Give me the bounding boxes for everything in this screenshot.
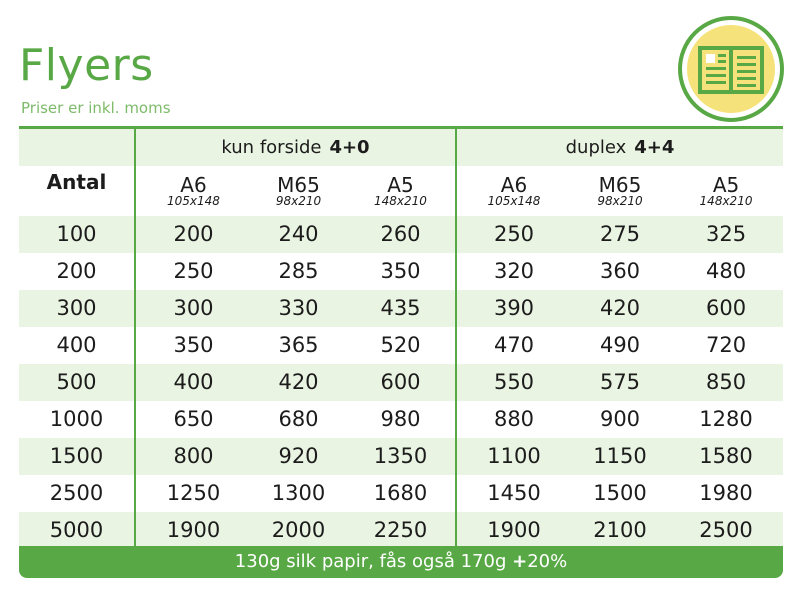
price-cell: 260 [380, 222, 421, 246]
price-cell: 200 [135, 216, 251, 253]
price-cell: 1300 [271, 481, 326, 505]
price-cell: 470 [456, 327, 571, 364]
price-cell: 1900 [135, 512, 251, 549]
group-header-row [19, 128, 783, 166]
price-cell: 420 [278, 370, 319, 394]
table-row [19, 253, 783, 290]
table-row [19, 327, 783, 364]
price-cell: 2100 [593, 518, 647, 542]
price-cell: 360 [599, 259, 641, 283]
price-cell: 880 [456, 401, 571, 438]
quantity-cell: 5000 [49, 518, 104, 542]
quantity-cell: 300 [56, 296, 97, 320]
quantity-cell: 400 [56, 333, 97, 357]
format-header: M65 98x210 [597, 173, 643, 208]
price-cell: 435 [380, 296, 421, 320]
price-cell: 575 [599, 370, 641, 394]
price-cell: 490 [599, 333, 641, 357]
price-cell: 850 [705, 370, 747, 394]
price-cell: 1900 [456, 512, 571, 549]
price-cell: 300 [135, 290, 251, 327]
quantity-cell: 1500 [49, 444, 104, 468]
price-table [19, 126, 783, 549]
group-header-kun-forside: kun forside 4+0 [135, 128, 456, 166]
format-header: A5 148x210 [374, 173, 427, 208]
table-row [19, 512, 783, 549]
price-cell: 1250 [135, 475, 251, 512]
quantity-cell: 100 [56, 222, 97, 246]
quantity-cell: 2500 [49, 481, 104, 505]
price-cell: 980 [380, 407, 421, 431]
price-cell: 650 [135, 401, 251, 438]
table-row [19, 475, 783, 512]
price-cell: 480 [705, 259, 747, 283]
corner-cell [19, 128, 135, 166]
price-cell: 250 [135, 253, 251, 290]
table-row [19, 216, 783, 253]
group-header-duplex: duplex 4+4 [456, 128, 783, 166]
paper-note-footer: 130g silk papir, fås også 170g +20% [19, 546, 783, 578]
price-cell: 2250 [373, 518, 428, 542]
page-subtitle: Priser er inkl. moms [21, 99, 171, 117]
price-cell: 390 [456, 290, 571, 327]
table-row [19, 364, 783, 401]
price-cell: 320 [456, 253, 571, 290]
brochure-icon [676, 14, 786, 124]
quantity-cell: 500 [56, 370, 97, 394]
price-cell: 520 [380, 333, 421, 357]
price-cell: 600 [380, 370, 421, 394]
price-cell: 350 [135, 327, 251, 364]
table-row [19, 401, 783, 438]
format-header: A6 105x148 [456, 166, 571, 216]
table-row [19, 438, 783, 475]
price-cell: 920 [278, 444, 319, 468]
format-header: A5 148x210 [699, 173, 753, 208]
price-cell: 1100 [456, 438, 571, 475]
price-cell: 1280 [699, 407, 753, 431]
antal-header: Antal [46, 169, 107, 194]
page-title: Flyers [19, 40, 154, 91]
price-cell: 400 [135, 364, 251, 401]
price-cell: 350 [380, 259, 421, 283]
format-header-row [19, 166, 783, 216]
price-cell: 1680 [373, 481, 428, 505]
format-header: M65 98x210 [275, 173, 322, 208]
price-cell: 1500 [593, 481, 647, 505]
price-cell: 325 [705, 222, 747, 246]
price-cell: 250 [456, 216, 571, 253]
price-cell: 1980 [699, 481, 753, 505]
price-cell: 240 [278, 222, 319, 246]
quantity-cell: 200 [56, 259, 97, 283]
price-cell: 800 [135, 438, 251, 475]
price-cell: 2500 [699, 518, 753, 542]
price-cell: 2000 [271, 518, 326, 542]
table-row [19, 290, 783, 327]
price-cell: 900 [599, 407, 641, 431]
price-cell: 550 [456, 364, 571, 401]
price-cell: 275 [599, 222, 641, 246]
price-cell: 1350 [373, 444, 428, 468]
format-header: A6 105x148 [135, 166, 251, 216]
price-cell: 365 [278, 333, 319, 357]
quantity-cell: 1000 [49, 407, 104, 431]
price-cell: 1450 [456, 475, 571, 512]
price-cell: 1580 [699, 444, 753, 468]
price-cell: 720 [705, 333, 747, 357]
price-cell: 420 [599, 296, 641, 320]
price-cell: 330 [278, 296, 319, 320]
price-cell: 285 [278, 259, 319, 283]
price-cell: 600 [705, 296, 747, 320]
price-cell: 1150 [593, 444, 647, 468]
price-cell: 680 [278, 407, 319, 431]
